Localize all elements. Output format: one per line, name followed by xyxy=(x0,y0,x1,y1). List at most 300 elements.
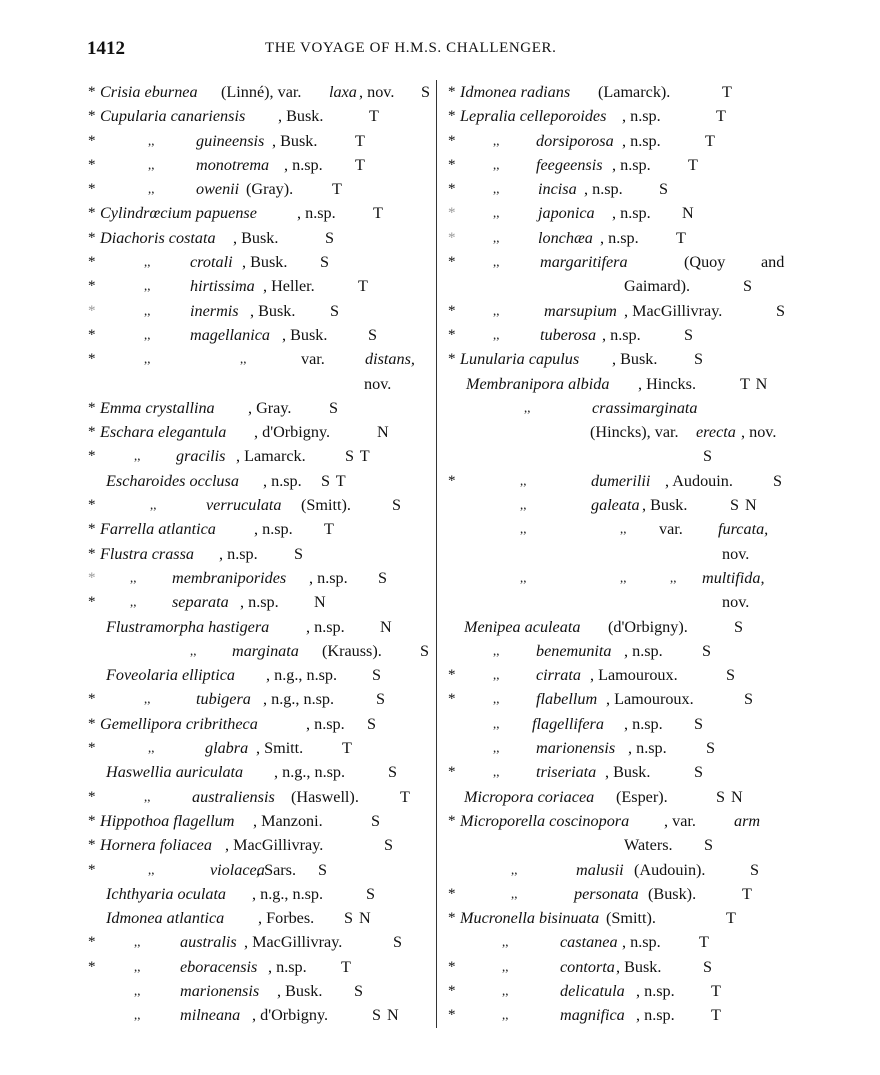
list-item xyxy=(88,299,434,323)
taxon-name: personata xyxy=(574,884,639,903)
locality-code: N xyxy=(314,593,327,612)
authority: , n.sp. xyxy=(268,957,307,976)
locality-code: S xyxy=(704,836,715,855)
locality-code: T xyxy=(355,131,366,150)
ditto-mark: ,, xyxy=(520,569,527,585)
ditto-mark: ,, xyxy=(493,156,500,172)
ditto-mark: ,, xyxy=(134,958,141,974)
locality-code: S N xyxy=(730,496,758,515)
locality-code: S xyxy=(659,180,670,199)
authority: , n.sp. xyxy=(306,617,345,636)
ditto-mark: ,, xyxy=(134,448,141,464)
list-item xyxy=(448,517,794,541)
locality-code: T xyxy=(711,981,722,1000)
list-item xyxy=(88,858,434,882)
taxon-name: Diachoris costata xyxy=(100,228,216,247)
list-item xyxy=(448,226,794,250)
asterisk-marker: * xyxy=(88,837,96,854)
ditto-mark: ,, xyxy=(134,934,141,950)
taxon-name: Mucronella bisinuata xyxy=(460,909,600,928)
authority: (Audouin). xyxy=(634,860,706,879)
ditto-mark: ,, xyxy=(511,861,518,877)
locality-code: T xyxy=(699,933,710,952)
taxon-name: marsupium xyxy=(544,301,617,320)
locality-code: S xyxy=(694,714,705,733)
list-item xyxy=(448,736,794,760)
taxon-name: Gemellipora cribritheca xyxy=(100,714,258,733)
list-item xyxy=(88,347,434,371)
taxon-name: castanea xyxy=(560,933,618,952)
authority: , Manzoni. xyxy=(253,811,323,830)
variety-name: arm xyxy=(734,811,761,830)
taxon-name: Flustramorpha hastigera xyxy=(106,617,270,636)
taxon-name: Eschara elegantula xyxy=(100,423,227,442)
conjunction: and xyxy=(761,253,785,272)
ditto-mark: ,, xyxy=(150,497,157,513)
asterisk-marker: * xyxy=(448,84,456,100)
right-column xyxy=(448,80,794,1028)
asterisk-marker: * xyxy=(88,521,96,538)
authority: , n.g., n.sp. xyxy=(266,666,338,685)
list-item xyxy=(448,396,794,420)
asterisk-marker: * xyxy=(448,472,456,489)
locality-code: T xyxy=(742,884,753,903)
locality-code: T xyxy=(358,277,369,296)
locality-code: S xyxy=(367,714,378,733)
list-item xyxy=(88,809,434,833)
taxon-name: Cupularia canariensis xyxy=(100,107,246,126)
authority: , n.sp. xyxy=(600,228,639,247)
authority: , n.g., n.sp. xyxy=(274,763,346,782)
locality-code: S xyxy=(325,228,336,247)
taxon-name: separata xyxy=(172,593,229,612)
asterisk-marker: * xyxy=(88,351,96,368)
locality-code: S xyxy=(773,471,784,490)
list-item xyxy=(88,542,434,566)
ditto-mark: ,, xyxy=(130,569,137,585)
locality-code: S xyxy=(734,617,745,636)
locality-code: S xyxy=(376,690,387,709)
taxon-name: australiensis xyxy=(192,787,275,806)
ditto-mark: ,, xyxy=(493,205,500,221)
asterisk-marker: * xyxy=(448,181,456,198)
locality-code: S N xyxy=(344,909,372,928)
locality-code: S xyxy=(354,981,365,1000)
list-item xyxy=(88,785,434,809)
locality-code: S xyxy=(420,641,431,660)
list-item xyxy=(448,299,794,323)
taxon-name: Lunularia capulus xyxy=(460,350,580,369)
locality-code: N xyxy=(377,423,390,442)
locality-code: S xyxy=(294,544,305,563)
list-item xyxy=(88,469,434,493)
ditto-mark: ,, xyxy=(144,278,151,294)
locality-code: S xyxy=(318,860,329,879)
list-item xyxy=(448,906,794,930)
authority: , Heller. xyxy=(263,277,315,296)
taxon-name: magnifica xyxy=(560,1006,625,1025)
authority: , Lamarck. xyxy=(236,447,306,466)
locality-code: S xyxy=(706,739,717,758)
locality-code: S xyxy=(368,325,379,344)
taxon-name: milneana xyxy=(180,1006,241,1025)
asterisk-marker: * xyxy=(448,667,456,684)
taxon-name: Lepralia celleporoides xyxy=(460,107,607,126)
taxon-name: flabellum xyxy=(536,690,598,709)
asterisk-marker: * xyxy=(88,448,96,465)
taxon-name: benemunita xyxy=(536,641,612,660)
ditto-mark: ,, xyxy=(493,764,500,780)
authority: , n.sp. xyxy=(602,325,641,344)
locality-code: S xyxy=(702,641,713,660)
asterisk-marker: * xyxy=(448,156,456,173)
taxon-name: triseriata xyxy=(536,763,597,782)
asterisk-marker: * xyxy=(88,861,96,878)
asterisk-marker: * xyxy=(88,545,96,562)
authority: , n.sp. xyxy=(624,714,663,733)
authority: , Gray. xyxy=(248,398,292,417)
authority: , Busk. xyxy=(272,131,318,150)
asterisk-marker: * xyxy=(88,302,96,319)
authority: (Busk). xyxy=(648,884,697,903)
authority: Waters. xyxy=(624,836,673,855)
ditto-mark: ,, xyxy=(148,740,155,756)
asterisk-marker: * xyxy=(88,715,96,732)
list-item xyxy=(448,882,794,906)
list-item xyxy=(88,323,434,347)
authority: , Busk. xyxy=(277,981,323,1000)
taxon-name: cirrata xyxy=(536,666,581,685)
locality-code: S xyxy=(392,496,403,515)
ditto-mark: ,, xyxy=(130,594,137,610)
list-item xyxy=(448,1003,794,1027)
list-item xyxy=(448,323,794,347)
asterisk-marker: * xyxy=(448,812,456,829)
locality-code: T xyxy=(705,131,716,150)
list-item xyxy=(448,469,794,493)
ditto-mark: ,, xyxy=(493,254,500,270)
locality-code: S xyxy=(329,398,340,417)
ditto-mark: ,, xyxy=(144,351,151,367)
taxon-name: membraniporides xyxy=(172,568,287,587)
list-item xyxy=(448,153,794,177)
locality-code: N xyxy=(380,617,393,636)
ditto-mark: ,, xyxy=(148,132,155,148)
list-item xyxy=(448,201,794,225)
list-item xyxy=(88,129,434,153)
list-item xyxy=(88,153,434,177)
list-item xyxy=(88,250,434,274)
list-item xyxy=(88,955,434,979)
list-item xyxy=(88,687,434,711)
locality-code: S T xyxy=(321,471,347,490)
variety-name: laxa xyxy=(329,83,357,101)
authority: , n.sp. xyxy=(284,155,323,174)
list-item xyxy=(448,372,794,396)
list-item xyxy=(88,444,434,468)
taxon-name: Membranipora albida xyxy=(466,374,610,393)
list-item xyxy=(88,663,434,687)
taxon-name: Menipea aculeata xyxy=(464,617,581,636)
taxon-name: marionensis xyxy=(180,981,260,1000)
ditto-mark: ,, xyxy=(502,958,509,974)
taxon-name: contorta xyxy=(560,957,615,976)
taxon-name: Hornera foliacea xyxy=(100,836,212,855)
asterisk-marker: * xyxy=(88,326,96,343)
list-item xyxy=(88,930,434,954)
list-item xyxy=(88,590,434,614)
taxon-name: Microporella coscinopora xyxy=(460,811,630,830)
ditto-mark: ,, xyxy=(493,667,500,683)
authority: , Busk. xyxy=(616,957,662,976)
locality-code: S xyxy=(388,763,399,782)
authority: , Busk. xyxy=(642,496,688,515)
variety-name: multifida, xyxy=(702,568,765,587)
taxon-name: gracilis xyxy=(176,447,226,466)
authority: , Smitt. xyxy=(256,739,304,758)
locality-code: N xyxy=(682,204,695,223)
locality-code: T xyxy=(676,228,687,247)
authority: , n.sp. xyxy=(636,981,675,1000)
authority: (d'Orbigny). xyxy=(608,617,688,636)
ditto-mark: ,, xyxy=(148,156,155,172)
authority: , Forbes. xyxy=(258,909,315,928)
authority: , Sars. xyxy=(256,860,297,879)
ditto-mark: ,, xyxy=(620,569,627,585)
taxon-name: Hippothoa flagellum xyxy=(100,811,235,830)
taxon-name: incisa xyxy=(538,180,577,199)
taxon-name: delicatula xyxy=(560,981,625,1000)
asterisk-marker: * xyxy=(88,254,96,271)
asterisk-marker: * xyxy=(448,1007,456,1024)
locality-code: T xyxy=(716,107,727,126)
asterisk-marker: * xyxy=(88,958,96,975)
ditto-mark: ,, xyxy=(502,934,509,950)
list-item xyxy=(448,663,794,687)
locality-code: T xyxy=(711,1006,722,1025)
asterisk-marker: * xyxy=(448,982,456,999)
ditto-mark: ,, xyxy=(144,788,151,804)
list-item xyxy=(448,930,794,954)
authority: var. xyxy=(659,520,683,539)
authority: , n.sp. xyxy=(219,544,258,563)
ditto-mark: ,, xyxy=(493,740,500,756)
authority: , n.sp. xyxy=(584,180,623,199)
taxon-name: Escharoides occlusa xyxy=(106,471,239,490)
locality-code: S xyxy=(378,568,389,587)
asterisk-marker: * xyxy=(88,424,96,441)
authority: , Hincks. xyxy=(638,374,696,393)
ditto-mark: ,, xyxy=(493,642,500,658)
ditto-mark: ,, xyxy=(493,229,500,245)
authority: , n.sp. xyxy=(622,131,661,150)
ditto-mark: ,, xyxy=(134,982,141,998)
authority: , n.sp. xyxy=(622,107,661,126)
authority: , MacGillivray. xyxy=(225,836,324,855)
taxon-name: tubigera xyxy=(196,690,251,709)
taxon-name: crotali xyxy=(190,253,233,272)
authority: var. xyxy=(301,350,325,369)
taxon-name: Idmonea atlantica xyxy=(106,909,225,928)
taxon-name: guineensis xyxy=(196,131,265,150)
ditto-mark: ,, xyxy=(144,302,151,318)
list-item xyxy=(88,201,434,225)
ditto-mark: ,, xyxy=(493,302,500,318)
asterisk-marker: * xyxy=(88,569,96,586)
locality-code: T xyxy=(722,83,733,101)
authority: , n.sp. xyxy=(254,520,293,539)
authority: (Krauss). xyxy=(322,641,382,660)
authority: , Busk. xyxy=(250,301,296,320)
asterisk-marker: * xyxy=(88,84,96,100)
taxon-name: Idmonea radians xyxy=(460,83,571,101)
list-item xyxy=(448,177,794,201)
locality-code: S xyxy=(744,690,755,709)
locality-code: T xyxy=(688,155,699,174)
locality-code: S xyxy=(694,350,705,369)
list-item xyxy=(88,80,434,104)
taxon-name: violacea xyxy=(210,860,265,879)
ditto-mark: ,, xyxy=(502,982,509,998)
locality-code: S N xyxy=(716,787,744,806)
list-item xyxy=(448,687,794,711)
locality-code: S xyxy=(703,447,714,466)
authority: , n.sp. xyxy=(628,739,667,758)
authority: , n.sp. xyxy=(612,204,651,223)
authority: (Hincks), var. xyxy=(590,423,679,442)
authority: , MacGillivray. xyxy=(624,301,723,320)
locality-code: S xyxy=(384,836,395,855)
locality-code: T xyxy=(341,957,352,976)
list-item xyxy=(448,250,794,274)
list-item xyxy=(448,979,794,1003)
taxon-name: eboracensis xyxy=(180,957,258,976)
list-item xyxy=(448,712,794,736)
list-item xyxy=(448,542,794,566)
asterisk-marker: * xyxy=(448,326,456,343)
ditto-mark: ,, xyxy=(240,351,247,367)
locality-code: S xyxy=(330,301,341,320)
authority: (Quoy xyxy=(684,253,726,272)
taxon-name: owenii xyxy=(196,180,240,199)
asterisk-marker: * xyxy=(448,910,456,927)
list-item xyxy=(88,712,434,736)
authority: , n.sp. xyxy=(612,155,651,174)
ditto-mark: ,, xyxy=(520,521,527,537)
list-item xyxy=(448,760,794,784)
authority: , n.sp. xyxy=(636,1006,675,1025)
authority: (Esper). xyxy=(616,787,668,806)
taxon-name: malusii xyxy=(576,860,624,879)
taxon-name: marginata xyxy=(232,641,299,660)
asterisk-marker: * xyxy=(88,691,96,708)
list-item xyxy=(448,104,794,128)
locality-code: T xyxy=(342,739,353,758)
authority: , n.sp. xyxy=(297,204,336,223)
locality-code: S xyxy=(393,933,404,952)
locality-code: T N xyxy=(740,374,769,393)
list-item xyxy=(88,226,434,250)
locality-code: T xyxy=(726,909,737,928)
authority: (Linné), var. xyxy=(221,83,302,101)
taxon-name: Micropora coriacea xyxy=(464,787,595,806)
taxon-name: Ichthyaria oculata xyxy=(106,884,227,903)
asterisk-marker: * xyxy=(88,497,96,514)
authority: , Busk. xyxy=(233,228,279,247)
novelty-note: , nov. xyxy=(741,423,777,442)
list-item xyxy=(88,833,434,857)
taxon-name: glabra xyxy=(205,739,249,758)
asterisk-marker: * xyxy=(448,205,456,222)
list-item xyxy=(88,760,434,784)
asterisk-marker: * xyxy=(448,351,456,368)
authority: , Lamouroux. xyxy=(606,690,694,709)
asterisk-marker: * xyxy=(88,399,96,416)
locality-code: T xyxy=(332,180,343,199)
column-divider xyxy=(436,80,437,1028)
authority: , d'Orbigny. xyxy=(252,1006,329,1025)
taxon-name: feegeensis xyxy=(536,155,603,174)
taxon-name: japonica xyxy=(538,204,595,223)
list-item xyxy=(448,420,794,444)
taxon-name: lonchæa xyxy=(538,228,593,247)
list-item xyxy=(88,420,434,444)
asterisk-marker: * xyxy=(88,205,96,222)
novelty-note: nov. xyxy=(364,374,392,393)
taxon-name: dumerilii xyxy=(591,471,651,490)
taxon-name: tuberosa xyxy=(540,325,597,344)
locality-code: S xyxy=(371,811,382,830)
ditto-mark: ,, xyxy=(524,399,531,415)
list-item xyxy=(448,955,794,979)
taxon-name: Haswellia auriculata xyxy=(106,763,244,782)
asterisk-marker: * xyxy=(88,278,96,295)
list-item xyxy=(448,129,794,153)
novelty-note: nov. xyxy=(722,593,750,612)
asterisk-marker: * xyxy=(88,594,96,611)
list-item xyxy=(448,639,794,663)
list-item xyxy=(88,736,434,760)
asterisk-marker: * xyxy=(88,156,96,173)
authority: (Smitt). xyxy=(301,496,351,515)
locality-code: S N xyxy=(372,1006,400,1025)
ditto-mark: ,, xyxy=(144,691,151,707)
taxon-name: galeata xyxy=(591,496,640,515)
ditto-mark: ,, xyxy=(148,181,155,197)
asterisk-marker: * xyxy=(448,254,456,271)
list-item xyxy=(448,274,794,298)
asterisk-marker: * xyxy=(448,958,456,975)
list-item xyxy=(448,615,794,639)
locality-code: S xyxy=(366,884,377,903)
locality-code: S xyxy=(776,301,787,320)
ditto-mark: ,, xyxy=(144,326,151,342)
asterisk-marker: * xyxy=(88,740,96,757)
running-title: THE VOYAGE OF H.M.S. CHALLENGER. xyxy=(265,40,557,56)
list-item xyxy=(448,444,794,468)
left-column xyxy=(88,80,434,1028)
asterisk-marker: * xyxy=(88,181,96,198)
ditto-mark: ,, xyxy=(493,691,500,707)
list-item xyxy=(88,979,434,1003)
asterisk-marker: * xyxy=(448,132,456,149)
authority: , Busk. xyxy=(612,350,658,369)
list-item xyxy=(88,517,434,541)
taxon-name: Crisia eburnea xyxy=(100,83,198,101)
asterisk-marker: * xyxy=(448,764,456,781)
asterisk-marker: * xyxy=(88,812,96,829)
ditto-mark: ,, xyxy=(144,254,151,270)
